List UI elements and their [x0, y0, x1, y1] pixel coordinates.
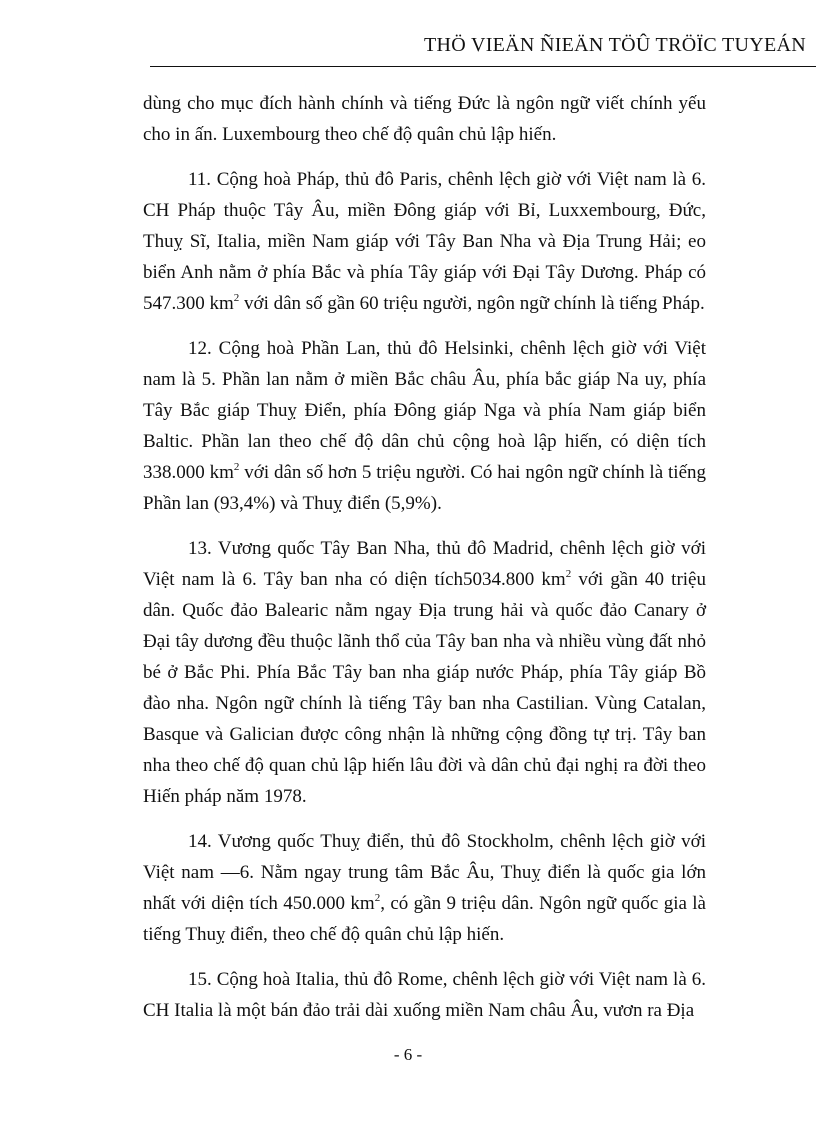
- paragraph-sweden: 14. Vương quốc Thuỵ điển, thủ đô Stockholm, chênh lệch giờ với Việt nam —6. Nằm ngay trung tâm Bắc Âu, Thuỵ điển là quốc gia lớn nhất với diện tích 450.000 $km^2$, có gần 9 triệu dân. Ngôn ngữ quốc gia là tiếng Thuỵ điển, theo chế độ quân chủ lập hiến.: [143, 831, 706, 945]
- superscript: 2: [233, 461, 240, 473]
- running-header: THÖ VIEÄN ÑIEÄN TÖÛ TRÖÏC TUYEÁN: [424, 34, 806, 56]
- paragraph-continued: dùng cho mục đích hành chính và tiếng Đức là ngôn ngữ viết chính yếu cho in ấn. Luxembourg theo chế độ quân chủ lập hiến.: [143, 93, 706, 145]
- superscript: 2: [565, 568, 572, 580]
- paragraph-finland: 12. Cộng hoà Phần Lan, thủ đô Helsinki, chênh lệch giờ với Việt nam là 5. Phần lan nằm ở miền Bắc châu Âu, phía bắc giáp Na uy, phía Tây Bắc giáp Thuỵ Điển, phía Đông giáp Nga và phía Nam giáp biển Baltic. Phần lan theo chế độ dân chủ cộng hoà lập hiến, có diện tích 338.000 $km^2$ với dân số hơn 5 triệu người. Có hai ngôn ngữ chính là tiếng Phần lan (93,4%) và Thuỵ điển (5,9%).: [143, 338, 707, 514]
- superscript: 2: [233, 292, 240, 304]
- superscript: 2: [374, 892, 381, 904]
- paragraph-france: 11. Cộng hoà Pháp, thủ đô Paris, chênh lệch giờ với Việt nam là 6. CH Pháp thuộc Tây Âu, miền Đông giáp với Bỉ, Luxxembourg, Đức, Thuỵ Sĩ, Italia, miền Nam giáp với Tây Ban Nha và Địa Trung Hải; eo biển Anh nằm ở phía Bắc và phía Tây giáp với Đại Tây Dương. Pháp có 547.300 $km^2$ với dân số gần 60 triệu người, ngôn ngữ chính là tiếng Pháp.: [143, 169, 706, 314]
- body-text: [143, 88, 706, 1040]
- paragraph-italy: 15. Cộng hoà Italia, thủ đô Rome, chênh lệch giờ với Việt nam là 6. CH Italia là một bán đảo trải dài xuống miền Nam châu Âu, vươn ra Địa: [143, 969, 706, 1021]
- header-rule: [150, 66, 816, 67]
- paragraph-spain: 13. Vương quốc Tây Ban Nha, thủ đô Madrid, chênh lệch giờ với Việt nam là 6. Tây ban nha có diện tích5034.800 $km^2$ với gần 40 triệu dân. Quốc đảo Balearic nằm ngay Địa trung hải và quốc đảo Canary ở Đại tây dương đều thuộc lãnh thổ của Tây ban nha và nhiều vùng đất nhỏ bé ở Bắc Phi. Phía Bắc Tây ban nha giáp nước Pháp, phía Tây giáp Bồ đào nha. Ngôn ngữ chính là tiếng Tây ban nha Castilian. Vùng Catalan, Basque và Galician được công nhận là những cộng đồng tự trị. Tây ban nha theo chế độ quan chủ lập hiến lâu đời và dân chủ đại nghị ra đời theo Hiến pháp năm 1978.: [143, 538, 706, 807]
- page-number: - 6 -: [393, 1045, 423, 1064]
